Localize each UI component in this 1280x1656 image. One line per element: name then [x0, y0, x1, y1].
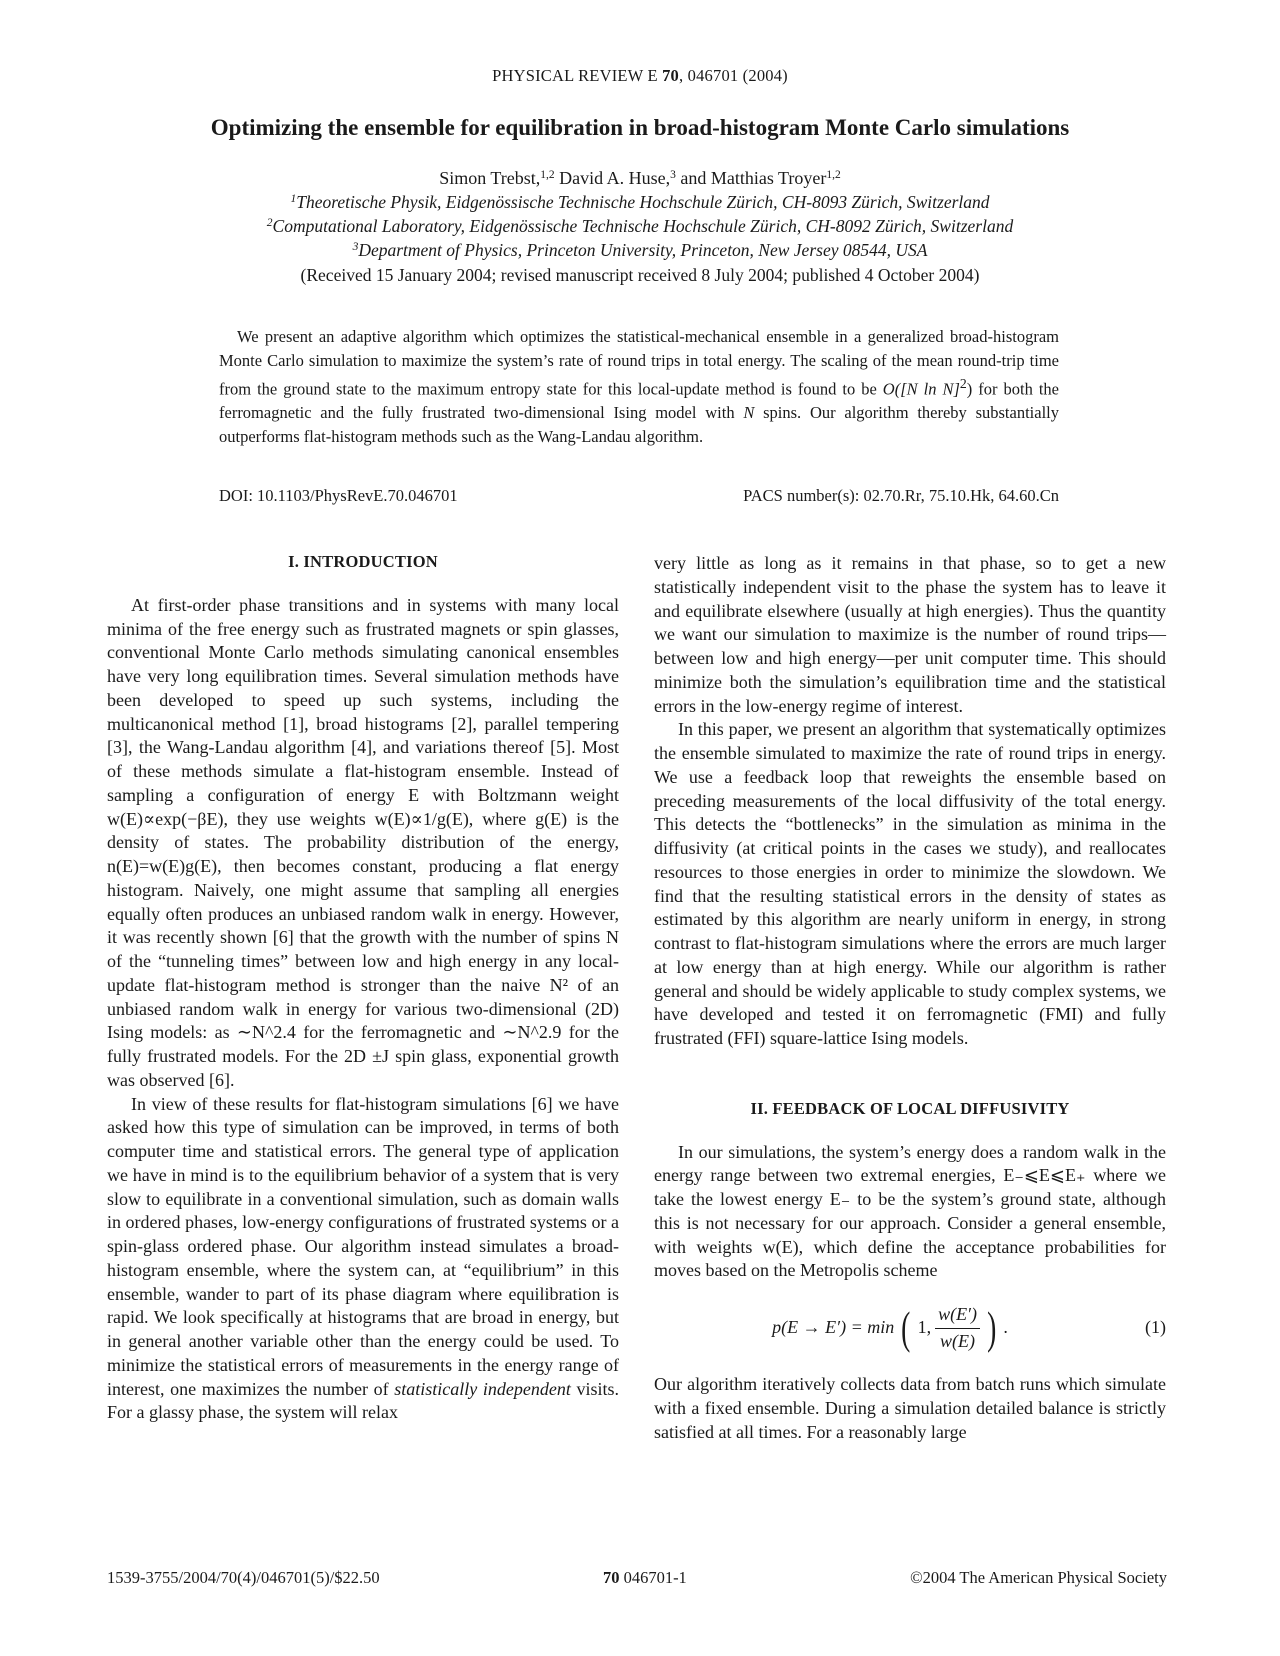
abstract-text: We present an adaptive algorithm which optimizes the statistical-mechanical ensemble in a generalized broad-histogram Monte Carlo simulation to maximize the system’s rate of round trips in total energy. The scaling of the mean round-trip time from the ground state to the maximum entropy state for this local-update method is found to be	[219, 327, 1059, 399]
affiliation-1	[0, 192, 1280, 213]
equation-body	[654, 1303, 1126, 1354]
journal-name: PHYSICAL REVIEW E	[492, 66, 658, 85]
paragraph: In this paper, we present an algorithm that systematically optimizes the ensemble simulated to maximize the rate of round trips in energy. We use a feedback loop that reweights the ensemble based on preceding measurements of the local diffusivity of the total energy. This detects the “bottlenecks” in the simulation as minima in the diffusivity (at critical points in the cases we study), and reallocates resources to those energies in order to minimize the slowdown. We find that the resulting statistical errors in the density of states as estimated by this algorithm are nearly uniform in energy, in strong contrast to flat-histogram simulations where the errors are much larger at low energy than at high energy. While our algorithm is rather general and should be widely applicable to study complex systems, we have developed and tested it on ferromagnetic (FMI) and fully frustrated (FFI) square-lattice Ising models.	[654, 719, 1166, 1048]
affiliation-text: Computational Laboratory, Eidgenössische Technische Hochschule Zürich, CH-8092 Zürich, Switzerland	[272, 216, 1014, 236]
paragraph: At first-order phase transitions and in systems with many local minima of the free energy such as frustrated magnets or spin glasses, conventional Monte Carlo methods simulating canonical ensembles have very long equilibration times. Several simulation methods have been developed to speed up such systems, including the multicanonical method [1], broad histograms [2], parallel tempering [3], the Wang-Landau algorithm [4], and variations thereof [5]. Most of these methods simulate a flat-histogram ensemble. Instead of sampling a configuration of energy E with Boltzmann weight w(E)∝exp(−βE), they use weights w(E)∝1/g(E), where g(E) is the density of states. The probability distribution of the energy, n(E)=w(E)g(E), then becomes constant, producing a flat energy histogram. Naively, one might assume that sampling all energies equally often produces an unbiased random walk in energy. However, it was recently shown [6] that the growth with the number of spins N of the “tunneling times” between low and high energy in any local-update flat-histogram method is stronger than the naive N² of an unbiased random walk in energy for various two-dimensional (2D) Ising models: as ∼N^2.4 for the ferromagnetic and ∼N^2.9 for the fully frustrated models. For the 2D ±J spin glass, exponential growth was observed [6].	[107, 594, 619, 1090]
paragraph: In our simulations, the system’s energy does a random walk in the energy range between two extremal energies, E₋⩽E⩽E₊ where we take the lowest energy E₋ to be the system’s ground state, although this is not necessary for our approach. Consider a general ensemble, with weights w(E), which define the acceptance probabilities for moves based on the Metropolis scheme	[654, 1141, 1166, 1281]
right-column	[654, 552, 1166, 1444]
affiliation-sup: 1	[290, 193, 297, 205]
fraction-numerator: w(E′)	[935, 1303, 980, 1329]
affiliation-text: Theoretische Physik, Eidgenössische Technische Hochschule Zürich, CH-8093 Zürich, Switzerland	[296, 192, 990, 212]
right-paren: )	[987, 1302, 997, 1353]
paper-title: Optimizing the ensemble for equilibration in broad-histogram Monte Carlo simulations	[210, 115, 1070, 140]
author-affil-sup: 1,2	[540, 169, 555, 181]
fraction-denominator: w(E)	[940, 1330, 976, 1351]
affiliation-text: Department of Physics, Princeton University, Princeton, New Jersey 08544, USA	[358, 240, 928, 260]
author-name: and Matthias Troyer	[680, 168, 827, 188]
footer-code: 1539-3755/2004/70(4)/046701(5)/$22.50	[107, 1568, 380, 1587]
author-name: Simon Trebst,	[439, 168, 541, 188]
page-footer	[107, 1568, 1167, 1588]
equation-1	[654, 1291, 1166, 1365]
author-affil-sup: 1,2	[826, 169, 841, 181]
footer-volume: 70	[602, 1568, 620, 1587]
left-paren: (	[901, 1302, 911, 1353]
affiliation-sup: 3	[352, 241, 359, 253]
abstract-formula-sup: 2	[959, 376, 967, 392]
running-head	[0, 66, 1280, 86]
abstract	[219, 325, 1059, 448]
fraction	[935, 1303, 980, 1354]
journal-volume: 70	[662, 66, 679, 85]
footer-page-number	[603, 1568, 687, 1588]
equation-one: 1,	[917, 1317, 932, 1338]
emphasis-text: statistically independent	[394, 1378, 571, 1399]
section-heading-feedback: II. FEEDBACK OF LOCAL DIFFUSIVITY	[750, 1098, 1070, 1118]
abstract-variable: N	[743, 403, 755, 423]
equation-lhs: p(E → E′) = min	[772, 1317, 895, 1338]
affiliation-2	[0, 216, 1280, 237]
footer-page: 046701-1	[619, 1568, 687, 1587]
author-name: David A. Huse,	[559, 168, 671, 188]
paragraph-text: visits. For a glassy phase, the system will relax	[107, 1378, 620, 1423]
abstract-text: for both the ferromagnetic and the fully frustrated two-dimensional Ising model with	[219, 379, 1059, 423]
author-list	[0, 168, 1280, 189]
abstract-text: spins. Our algorithm thereby substantially outperforms flat-histogram methods such as the Wang-Landau algorithm.	[219, 403, 1059, 446]
affiliation-sup: 2	[266, 217, 273, 229]
paragraph-text: In view of these results for flat-histogram simulations [6] we have asked how this type of simulation can be improved, in terms of both computer time and statistical errors. The general type of application we have in mind is to the equilibrium behavior of a system that is very slow to equilibrate in a conventional simulation, such as domain walls in ordered phases, low-energy configurations of frustrated systems or a spin-glass ordered phase. Our algorithm instead simulates a broad-histogram ensemble, where the system can, at “equilibrium” in this ensemble, wander to part of its phase diagram where equilibration is rapid. We look specifically at histograms that are broad in energy, but in general another variable other than the energy could be used. To minimize the statistical errors of measurements in the energy range of interest, one maximizes the number of	[107, 1093, 619, 1399]
paragraph	[107, 1093, 619, 1426]
abstract-formula: O([N ln N]	[882, 379, 960, 399]
meta-row	[219, 486, 1059, 506]
equation-number: (1)	[1145, 1317, 1166, 1338]
pacs-numbers: PACS number(s): 02.70.Rr, 75.10.Hk, 64.60.Cn	[743, 486, 1059, 505]
left-column	[107, 550, 619, 1425]
received-dates: (Received 15 January 2004; revised manuscript received 8 July 2004; published 4 October 2004)	[300, 265, 980, 285]
affiliation-3	[0, 240, 1280, 261]
abstract-formula-close: )	[966, 379, 973, 399]
footer-copyright: ©2004 The American Physical Society	[910, 1568, 1167, 1587]
author-affil-sup: 3	[670, 169, 676, 181]
journal-article-info: , 046701 (2004)	[679, 66, 788, 85]
paragraph: very little as long as it remains in that phase, so to get a new statistically independent visit to the phase the system has to leave it and equilibrate elsewhere (usually at high energies). Thus the quantity we want our simulation to maximize is the number of round trips—between low and high energy—per unit computer time. This should minimize both the simulation’s equilibration time and the statistical errors in the low-energy regime of interest.	[654, 553, 1166, 716]
doi-link[interactable]: DOI: 10.1103/PhysRevE.70.046701	[219, 486, 458, 505]
paragraph: Our algorithm iteratively collects data from batch runs which simulate with a fixed ensemble. During a simulation detailed balance is strictly satisfied at all times. For a reasonably large	[654, 1374, 1166, 1442]
equation-period: .	[1003, 1317, 1008, 1338]
section-heading-introduction: I. INTRODUCTION	[288, 552, 438, 571]
